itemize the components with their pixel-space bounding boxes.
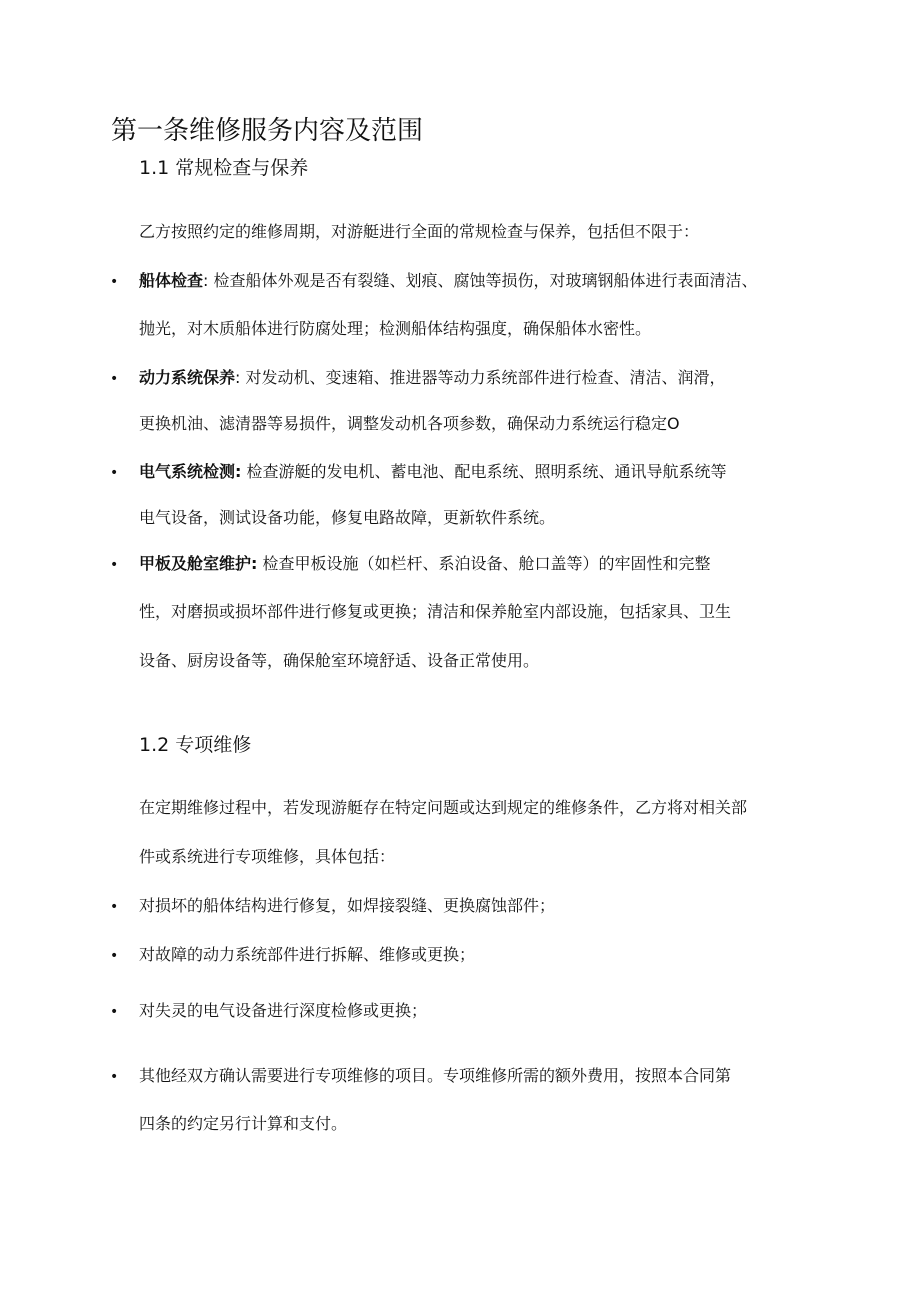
bullet-icon: •	[110, 465, 119, 481]
section-2-heading: 1.2 专项维修	[139, 734, 252, 756]
item-separator: :	[235, 368, 246, 387]
list-item	[139, 367, 726, 389]
list-item	[139, 461, 727, 483]
item-text: 更换机油、滤清器等易损件，调整发动机各项参数，确保动力系统运行稳定O	[139, 414, 680, 433]
item-text: 四条的约定另行计算和支付。	[139, 1114, 348, 1133]
bullet-icon: •	[110, 899, 119, 915]
list-item	[139, 553, 711, 575]
bullet-icon: •	[110, 557, 119, 573]
item-text: 设备、厨房设备等，确保舱室环境舒适、设备正常使用。	[139, 651, 540, 670]
list-item: 对失灵的电气设备进行深度检修或更换；	[139, 1001, 428, 1020]
item-text: 检查游艇的发电机、蓄电池、配电系统、照明系统、通讯导航系统等	[246, 462, 727, 481]
item-term: 动力系统保养	[139, 368, 236, 387]
item-text: 对发动机、变速箱、推进器等动力系统部件进行检查、清洁、润滑，	[245, 368, 726, 387]
bullet-icon: •	[110, 948, 119, 964]
list-item	[139, 270, 758, 292]
item-text: 检查船体外观是否有裂缝、划痕、腐蚀等损伤，对玻璃钢船体进行表面清洁、	[213, 271, 758, 290]
bullet-icon: •	[110, 1069, 119, 1085]
list-item: 其他经双方确认需要进行专项维修的项目。专项维修所需的额外费用，按照本合同第	[139, 1066, 732, 1085]
bullet-icon: •	[110, 274, 119, 290]
item-text: 性，对磨损或损坏部件进行修复或更换；清洁和保养舱室内部设施，包括家具、卫生	[139, 602, 732, 621]
bullet-icon: •	[110, 1004, 119, 1020]
item-term: 甲板及舱室维护:	[139, 554, 258, 573]
item-text: 电气设备，测试设备功能，修复电路故障，更新软件系统。	[139, 508, 556, 527]
item-term: 电气系统检测:	[139, 462, 242, 481]
list-item: 对损坏的船体结构进行修复，如焊接裂缝、更换腐蚀部件；	[139, 896, 556, 915]
page-title: 第一条维修服务内容及范围	[111, 116, 424, 146]
list-item: 对故障的动力系统部件进行拆解、维修或更换；	[139, 945, 476, 964]
bullet-icon: •	[110, 371, 119, 387]
item-text: 抛光，对木质船体进行防腐处理；检测船体结构强度，确保船体水密性。	[139, 319, 652, 338]
section-1-heading: 1.1 常规检查与保养	[139, 157, 309, 179]
item-term: 船体检查	[139, 271, 204, 290]
section-1-intro: 乙方按照约定的维修周期，对游艇进行全面的常规检查与保养，包括但不限于：	[139, 222, 700, 241]
section-2-intro: 件或系统进行专项维修，具体包括：	[139, 847, 396, 866]
section-2-intro: 在定期维修过程中，若发现游艇存在特定问题或达到规定的维修条件，乙方将对相关部	[139, 798, 748, 817]
item-text: 检查甲板设施（如栏杆、系泊设备、舱口盖等）的牢固性和完整	[262, 554, 711, 573]
item-separator: :	[203, 271, 214, 290]
